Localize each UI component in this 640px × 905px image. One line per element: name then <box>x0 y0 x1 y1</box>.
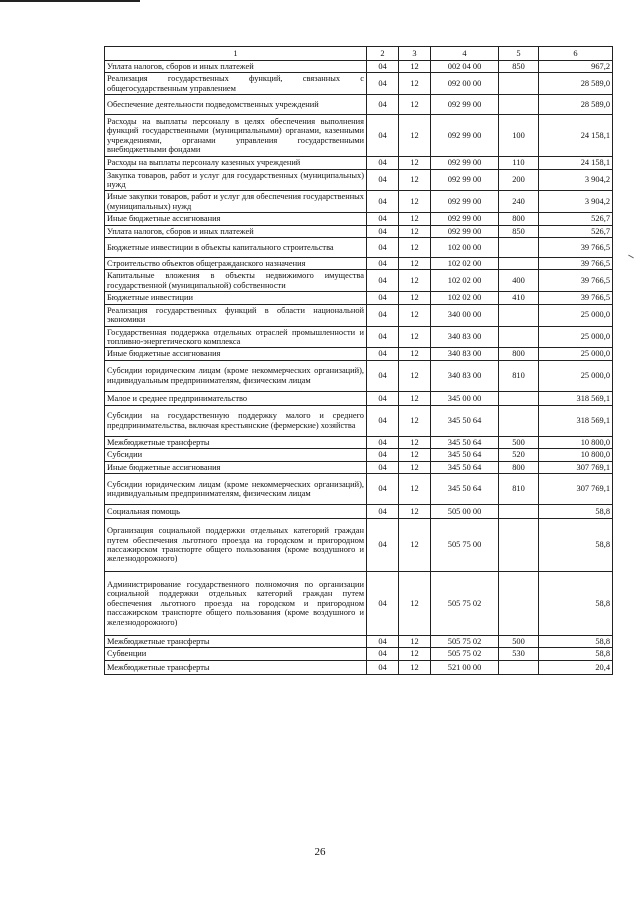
cell-target-article: 340 83 00 <box>431 360 499 391</box>
cell-section: 04 <box>367 258 399 270</box>
cell-section: 04 <box>367 518 399 571</box>
cell-description: Межбюджетные трансферты <box>105 635 367 647</box>
cell-amount: 58,8 <box>539 518 613 571</box>
cell-amount: 318 569,1 <box>539 405 613 436</box>
cell-section: 04 <box>367 73 399 95</box>
cell-target-article: 345 50 64 <box>431 461 499 473</box>
cell-target-article: 092 99 00 <box>431 191 499 213</box>
cell-target-article: 092 99 00 <box>431 95 499 115</box>
cell-subsection: 12 <box>399 213 431 225</box>
cell-subsection: 12 <box>399 191 431 213</box>
cell-amount: 10 800,0 <box>539 449 613 461</box>
cell-subsection: 12 <box>399 436 431 448</box>
cell-description: Закупка товаров, работ и услуг для государственных (муниципальных) нужд <box>105 169 367 191</box>
cell-section: 04 <box>367 225 399 237</box>
table-row <box>105 504 613 518</box>
cell-description: Субсидии <box>105 449 367 461</box>
cell-amount: 24 158,1 <box>539 157 613 169</box>
cell-expense-type: 200 <box>499 169 539 191</box>
table-row <box>105 115 613 157</box>
cell-amount: 307 769,1 <box>539 461 613 473</box>
cell-target-article: 340 83 00 <box>431 326 499 348</box>
table-row <box>105 213 613 225</box>
cell-subsection: 12 <box>399 73 431 95</box>
cell-target-article: 092 99 00 <box>431 213 499 225</box>
cell-target-article: 102 02 00 <box>431 258 499 270</box>
cell-target-article: 092 99 00 <box>431 157 499 169</box>
cell-expense-type <box>499 405 539 436</box>
cell-section: 04 <box>367 326 399 348</box>
cell-amount: 58,8 <box>539 648 613 660</box>
cell-expense-type <box>499 95 539 115</box>
cell-expense-type: 400 <box>499 270 539 292</box>
cell-description: Уплата налогов, сборов и иных платежей <box>105 61 367 73</box>
cell-subsection: 12 <box>399 95 431 115</box>
cell-expense-type <box>499 258 539 270</box>
cell-section: 04 <box>367 169 399 191</box>
cell-section: 04 <box>367 405 399 436</box>
cell-description: Реализация государственных функций в области национальной экономики <box>105 304 367 326</box>
cell-section: 04 <box>367 660 399 674</box>
budget-table-container <box>104 46 612 675</box>
table-row <box>105 157 613 169</box>
cell-target-article: 505 75 02 <box>431 648 499 660</box>
cell-description: Социальная помощь <box>105 504 367 518</box>
cell-description: Субсидии юридическим лицам (кроме некоммерческих организаций), индивидуальным предпринимателям, физическим лицам <box>105 473 367 504</box>
cell-expense-type <box>499 304 539 326</box>
table-row <box>105 169 613 191</box>
cell-target-article: 505 75 02 <box>431 571 499 635</box>
column-header: 2 <box>367 47 399 61</box>
cell-amount: 318 569,1 <box>539 391 613 405</box>
table-row <box>105 304 613 326</box>
cell-target-article: 345 00 00 <box>431 391 499 405</box>
cell-description: Государственная поддержка отдельных отраслей промышленности и топливно-энергетического комплекса <box>105 326 367 348</box>
table-row <box>105 258 613 270</box>
table-row <box>105 360 613 391</box>
table-row <box>105 648 613 660</box>
cell-amount: 39 766,5 <box>539 238 613 258</box>
cell-expense-type <box>499 660 539 674</box>
table-row <box>105 73 613 95</box>
cell-expense-type: 810 <box>499 360 539 391</box>
cell-amount: 58,8 <box>539 635 613 647</box>
cell-expense-type <box>499 73 539 95</box>
cell-description: Администрирование государственного полномочия по организации социальной поддержки отдельных категорий граждан путем обеспечения льготного проезда на городском и пригородном пассажирском транспорте общего пользования (кроме воздушного и железнодорожного) <box>105 571 367 635</box>
cell-target-article: 505 75 02 <box>431 635 499 647</box>
cell-description: Организация социальной поддержки отдельных категорий граждан путем обеспечения льготного проезда на городском и пригородном пассажирском транспорте общего пользования (кроме воздушного и железнодорожного) <box>105 518 367 571</box>
budget-table <box>104 46 613 675</box>
cell-subsection: 12 <box>399 635 431 647</box>
cell-subsection: 12 <box>399 518 431 571</box>
table-row <box>105 191 613 213</box>
table-row <box>105 95 613 115</box>
cell-amount: 25 000,0 <box>539 360 613 391</box>
table-row <box>105 436 613 448</box>
cell-description: Субсидии юридическим лицам (кроме некоммерческих организаций), индивидуальным предпринимателям, физическим лицам <box>105 360 367 391</box>
cell-expense-type <box>499 571 539 635</box>
cell-amount: 526,7 <box>539 225 613 237</box>
cell-description: Бюджетные инвестиции в объекты капитального строительства <box>105 238 367 258</box>
cell-expense-type: 850 <box>499 225 539 237</box>
column-header: 3 <box>399 47 431 61</box>
table-row <box>105 326 613 348</box>
cell-amount: 39 766,5 <box>539 258 613 270</box>
table-row <box>105 238 613 258</box>
cell-amount: 58,8 <box>539 571 613 635</box>
cell-description: Иные бюджетные ассигнования <box>105 461 367 473</box>
table-body <box>105 61 613 675</box>
cell-amount: 25 000,0 <box>539 304 613 326</box>
cell-description: Иные закупки товаров, работ и услуг для обеспечения государственных (муниципальных) нужд <box>105 191 367 213</box>
cell-target-article: 521 00 00 <box>431 660 499 674</box>
table-row <box>105 518 613 571</box>
cell-subsection: 12 <box>399 238 431 258</box>
cell-subsection: 12 <box>399 504 431 518</box>
table-row <box>105 461 613 473</box>
cell-subsection: 12 <box>399 169 431 191</box>
cell-subsection: 12 <box>399 360 431 391</box>
cell-subsection: 12 <box>399 473 431 504</box>
cell-section: 04 <box>367 504 399 518</box>
cell-description: Обеспечение деятельности подведомственных учреждений <box>105 95 367 115</box>
cell-subsection: 12 <box>399 449 431 461</box>
cell-amount: 3 904,2 <box>539 169 613 191</box>
cell-subsection: 12 <box>399 157 431 169</box>
table-row <box>105 449 613 461</box>
cell-subsection: 12 <box>399 660 431 674</box>
cell-subsection: 12 <box>399 461 431 473</box>
cell-section: 04 <box>367 213 399 225</box>
table-row <box>105 292 613 304</box>
cell-amount: 526,7 <box>539 213 613 225</box>
cell-subsection: 12 <box>399 304 431 326</box>
cell-amount: 39 766,5 <box>539 292 613 304</box>
cell-target-article: 345 50 64 <box>431 405 499 436</box>
cell-section: 04 <box>367 270 399 292</box>
cell-target-article: 002 04 00 <box>431 61 499 73</box>
cell-subsection: 12 <box>399 571 431 635</box>
table-row <box>105 391 613 405</box>
cell-section: 04 <box>367 436 399 448</box>
cell-description: Иные бюджетные ассигнования <box>105 348 367 360</box>
cell-amount: 20,4 <box>539 660 613 674</box>
cell-target-article: 102 02 00 <box>431 270 499 292</box>
cell-section: 04 <box>367 292 399 304</box>
cell-section: 04 <box>367 635 399 647</box>
cell-section: 04 <box>367 61 399 73</box>
table-row <box>105 571 613 635</box>
column-header: 4 <box>431 47 499 61</box>
cell-section: 04 <box>367 360 399 391</box>
table-row <box>105 348 613 360</box>
cell-expense-type <box>499 238 539 258</box>
page-number: 26 <box>314 846 326 858</box>
cell-target-article: 092 99 00 <box>431 169 499 191</box>
cell-section: 04 <box>367 391 399 405</box>
cell-amount: 39 766,5 <box>539 270 613 292</box>
cell-subsection: 12 <box>399 405 431 436</box>
cell-amount: 28 589,0 <box>539 73 613 95</box>
cell-subsection: 12 <box>399 292 431 304</box>
cell-amount: 25 000,0 <box>539 326 613 348</box>
cell-description: Субсидии на государственную поддержку малого и среднего предпринимательства, включая крестьянские (фермерские) хозяйства <box>105 405 367 436</box>
cell-section: 04 <box>367 191 399 213</box>
cell-amount: 25 000,0 <box>539 348 613 360</box>
cell-expense-type: 520 <box>499 449 539 461</box>
cell-target-article: 102 02 00 <box>431 292 499 304</box>
table-row <box>105 660 613 674</box>
cell-subsection: 12 <box>399 648 431 660</box>
top-rule <box>0 0 140 2</box>
cell-subsection: 12 <box>399 225 431 237</box>
cell-amount: 967,2 <box>539 61 613 73</box>
table-row <box>105 270 613 292</box>
cell-section: 04 <box>367 449 399 461</box>
cell-subsection: 12 <box>399 115 431 157</box>
cell-expense-type: 800 <box>499 348 539 360</box>
cell-description: Реализация государственных функций, связанных с общегосударственным управлением <box>105 73 367 95</box>
table-row <box>105 635 613 647</box>
column-header: 6 <box>539 47 613 61</box>
cell-expense-type: 850 <box>499 61 539 73</box>
column-header: 5 <box>499 47 539 61</box>
cell-amount: 24 158,1 <box>539 115 613 157</box>
cell-amount: 307 769,1 <box>539 473 613 504</box>
cell-expense-type: 100 <box>499 115 539 157</box>
cell-expense-type: 800 <box>499 213 539 225</box>
cell-expense-type: 110 <box>499 157 539 169</box>
table-row <box>105 473 613 504</box>
cell-description: Субвенции <box>105 648 367 660</box>
cell-description: Иные бюджетные ассигнования <box>105 213 367 225</box>
cell-section: 04 <box>367 461 399 473</box>
cell-expense-type: 500 <box>499 436 539 448</box>
cell-target-article: 505 00 00 <box>431 504 499 518</box>
cell-section: 04 <box>367 648 399 660</box>
margin-mark <box>628 255 634 259</box>
cell-expense-type: 500 <box>499 635 539 647</box>
cell-expense-type <box>499 326 539 348</box>
cell-section: 04 <box>367 95 399 115</box>
table-row <box>105 61 613 73</box>
cell-target-article: 345 50 64 <box>431 473 499 504</box>
cell-description: Расходы на выплаты персоналу в целях обеспечения выполнения функций государственными (муниципальными) органами, казенными учреждениями, органами управления государственными внебюджетными фондами <box>105 115 367 157</box>
table-row <box>105 225 613 237</box>
cell-description: Строительство объектов общегражданского назначения <box>105 258 367 270</box>
cell-subsection: 12 <box>399 326 431 348</box>
cell-section: 04 <box>367 115 399 157</box>
cell-expense-type: 240 <box>499 191 539 213</box>
cell-subsection: 12 <box>399 61 431 73</box>
cell-section: 04 <box>367 157 399 169</box>
cell-description: Капитальные вложения в объекты недвижимого имущества государственной (муниципальной) собственности <box>105 270 367 292</box>
cell-subsection: 12 <box>399 258 431 270</box>
cell-target-article: 345 50 64 <box>431 436 499 448</box>
table-row <box>105 405 613 436</box>
cell-target-article: 102 00 00 <box>431 238 499 258</box>
cell-target-article: 340 83 00 <box>431 348 499 360</box>
cell-description: Уплата налогов, сборов и иных платежей <box>105 225 367 237</box>
cell-expense-type: 530 <box>499 648 539 660</box>
cell-subsection: 12 <box>399 391 431 405</box>
cell-description: Межбюджетные трансферты <box>105 660 367 674</box>
cell-section: 04 <box>367 473 399 504</box>
cell-subsection: 12 <box>399 270 431 292</box>
cell-target-article: 505 75 00 <box>431 518 499 571</box>
cell-target-article: 345 50 64 <box>431 449 499 461</box>
cell-section: 04 <box>367 238 399 258</box>
cell-expense-type <box>499 391 539 405</box>
cell-amount: 58,8 <box>539 504 613 518</box>
cell-description: Бюджетные инвестиции <box>105 292 367 304</box>
cell-description: Расходы на выплаты персоналу казенных учреждений <box>105 157 367 169</box>
cell-amount: 10 800,0 <box>539 436 613 448</box>
cell-section: 04 <box>367 571 399 635</box>
cell-subsection: 12 <box>399 348 431 360</box>
table-header-row <box>105 47 613 61</box>
cell-expense-type: 410 <box>499 292 539 304</box>
cell-expense-type <box>499 518 539 571</box>
cell-amount: 28 589,0 <box>539 95 613 115</box>
cell-expense-type: 810 <box>499 473 539 504</box>
cell-description: Межбюджетные трансферты <box>105 436 367 448</box>
cell-description: Малое и среднее предпринимательство <box>105 391 367 405</box>
cell-target-article: 340 00 00 <box>431 304 499 326</box>
column-header: 1 <box>105 47 367 61</box>
cell-amount: 3 904,2 <box>539 191 613 213</box>
cell-target-article: 092 99 00 <box>431 115 499 157</box>
cell-section: 04 <box>367 348 399 360</box>
cell-expense-type: 800 <box>499 461 539 473</box>
cell-section: 04 <box>367 304 399 326</box>
cell-expense-type <box>499 504 539 518</box>
cell-target-article: 092 99 00 <box>431 225 499 237</box>
cell-target-article: 092 00 00 <box>431 73 499 95</box>
